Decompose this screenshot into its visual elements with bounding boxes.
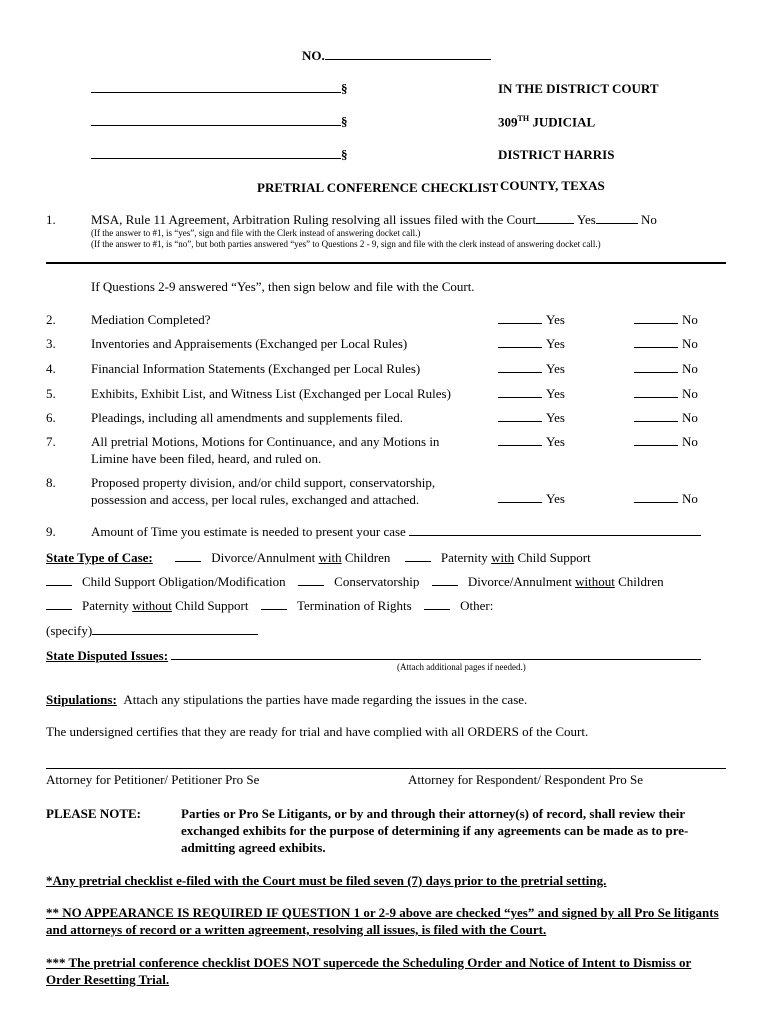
signature-respondent-label: Attorney for Respondent/ Respondent Pro Se <box>408 772 644 787</box>
party-field-3[interactable] <box>91 147 341 159</box>
case-type-row-1: State Type of Case: Divorce/Annulment with Children Paternity with Child Support <box>46 550 591 565</box>
court-line-4: COUNTY, TEXAS <box>500 178 605 193</box>
no-option[interactable]: No <box>634 410 698 426</box>
case-type-row-3: Paternity without Child Support Termination of Rights Other: <box>46 598 493 614</box>
yes-option[interactable]: Yes <box>498 491 565 507</box>
party-line-3: § <box>91 147 348 163</box>
signature-line[interactable] <box>46 768 726 769</box>
no-option[interactable]: No <box>634 386 698 402</box>
divider <box>46 262 726 264</box>
case-type-checkbox[interactable] <box>298 575 324 586</box>
disputed-note: (Attach additional pages if needed.) <box>397 662 526 672</box>
specify-line: (specify) <box>46 623 258 639</box>
item-1: MSA, Rule 11 Agreement, Arbitration Ruling resolving all issues filed with the Court Yes No <box>91 212 657 227</box>
case-type-checkbox[interactable] <box>175 551 201 562</box>
note-3: *** The pretrial conference checklist DOES NOT supercede the Scheduling Order and Notice of Intent to Dismiss or Order Resetting Trial. <box>46 955 692 987</box>
court-line-1: IN THE DISTRICT COURT <box>498 81 659 96</box>
item-9: Amount of Time you estimate is needed to present your case <box>91 524 701 540</box>
page-title: PRETRIAL CONFERENCE CHECKLIST <box>257 180 499 195</box>
party-line-2: § <box>91 114 348 130</box>
case-type-row-2: Child Support Obligation/Modification Conservatorship Divorce/Annulment without Children <box>46 574 664 590</box>
specify-field[interactable] <box>92 623 258 635</box>
no-option[interactable]: No <box>634 491 698 507</box>
yes-option[interactable]: Yes <box>498 361 565 377</box>
party-line-1: § <box>91 81 348 97</box>
case-number-field[interactable] <box>325 48 491 60</box>
no-option[interactable]: No <box>634 312 698 328</box>
case-type-checkbox[interactable] <box>261 599 287 610</box>
signature-petitioner-label: Attorney for Petitioner/ Petitioner Pro Se <box>46 772 260 787</box>
certification: The undersigned certifies that they are ready for trial and have complied with all ORDERS of the Court. <box>46 724 589 739</box>
yes-option[interactable]: Yes <box>498 434 565 450</box>
case-type-checkbox[interactable] <box>424 599 450 610</box>
item-1-note-2: (If the answer to #1, is “no”, but both parties answered “yes” to Questions 2 - 9, sign and file with the clerk instead of answering docket call.) <box>91 239 601 249</box>
no-option[interactable]: No <box>634 336 698 352</box>
party-field-1[interactable] <box>91 81 341 93</box>
disputed-issues-field[interactable] <box>171 648 701 660</box>
case-type-checkbox[interactable] <box>432 575 458 586</box>
court-line-2: 309TH JUDICIAL <box>498 114 596 130</box>
item-1-note-1: (If the answer to #1, is “yes”, sign and file with the Clerk instead of answering docket call.) <box>91 228 421 238</box>
case-type-checkbox[interactable] <box>46 575 72 586</box>
item-9-number: 9. <box>46 524 56 539</box>
party-field-2[interactable] <box>91 114 341 126</box>
no-option[interactable]: No <box>634 361 698 377</box>
questions-intro: If Questions 2-9 answered “Yes”, then sign below and file with the Court. <box>91 279 475 294</box>
court-line-3: DISTRICT HARRIS <box>498 147 615 162</box>
note-1: *Any pretrial checklist e-filed with the Court must be filed seven (7) days prior to the pretrial setting. <box>46 873 607 888</box>
please-note-text: Parties or Pro Se Litigants, or by and through their attorney(s) of record, shall review their exchanged exhibits for the purpose of determining if any agreements can be made as to pre-admitting agreed exhibits. <box>181 806 689 855</box>
note-2: ** NO APPEARANCE IS REQUIRED IF QUESTION 1 or 2-9 above are checked “yes” and signed by all Pro Se litigants and attorneys of record or a written agreement, resolving all issues, is filed with the Court. <box>46 905 719 937</box>
no-option[interactable]: No <box>634 434 698 450</box>
item-1-blank-a[interactable] <box>536 212 574 224</box>
yes-option[interactable]: Yes <box>498 336 565 352</box>
yes-option[interactable]: Yes <box>498 386 565 402</box>
case-type-checkbox[interactable] <box>46 599 72 610</box>
case-number: NO. <box>302 48 491 64</box>
item-1-blank-b[interactable] <box>596 212 638 224</box>
please-note-label: PLEASE NOTE: <box>46 806 141 821</box>
time-estimate-field[interactable] <box>409 524 701 536</box>
disputed-issues: State Disputed Issues: <box>46 648 701 664</box>
yes-option[interactable]: Yes <box>498 312 565 328</box>
case-type-checkbox[interactable] <box>405 551 431 562</box>
item-1-number: 1. <box>46 212 56 227</box>
stipulations: Stipulations: Attach any stipulations the parties have made regarding the issues in the case. <box>46 692 528 707</box>
yes-option[interactable]: Yes <box>498 410 565 426</box>
